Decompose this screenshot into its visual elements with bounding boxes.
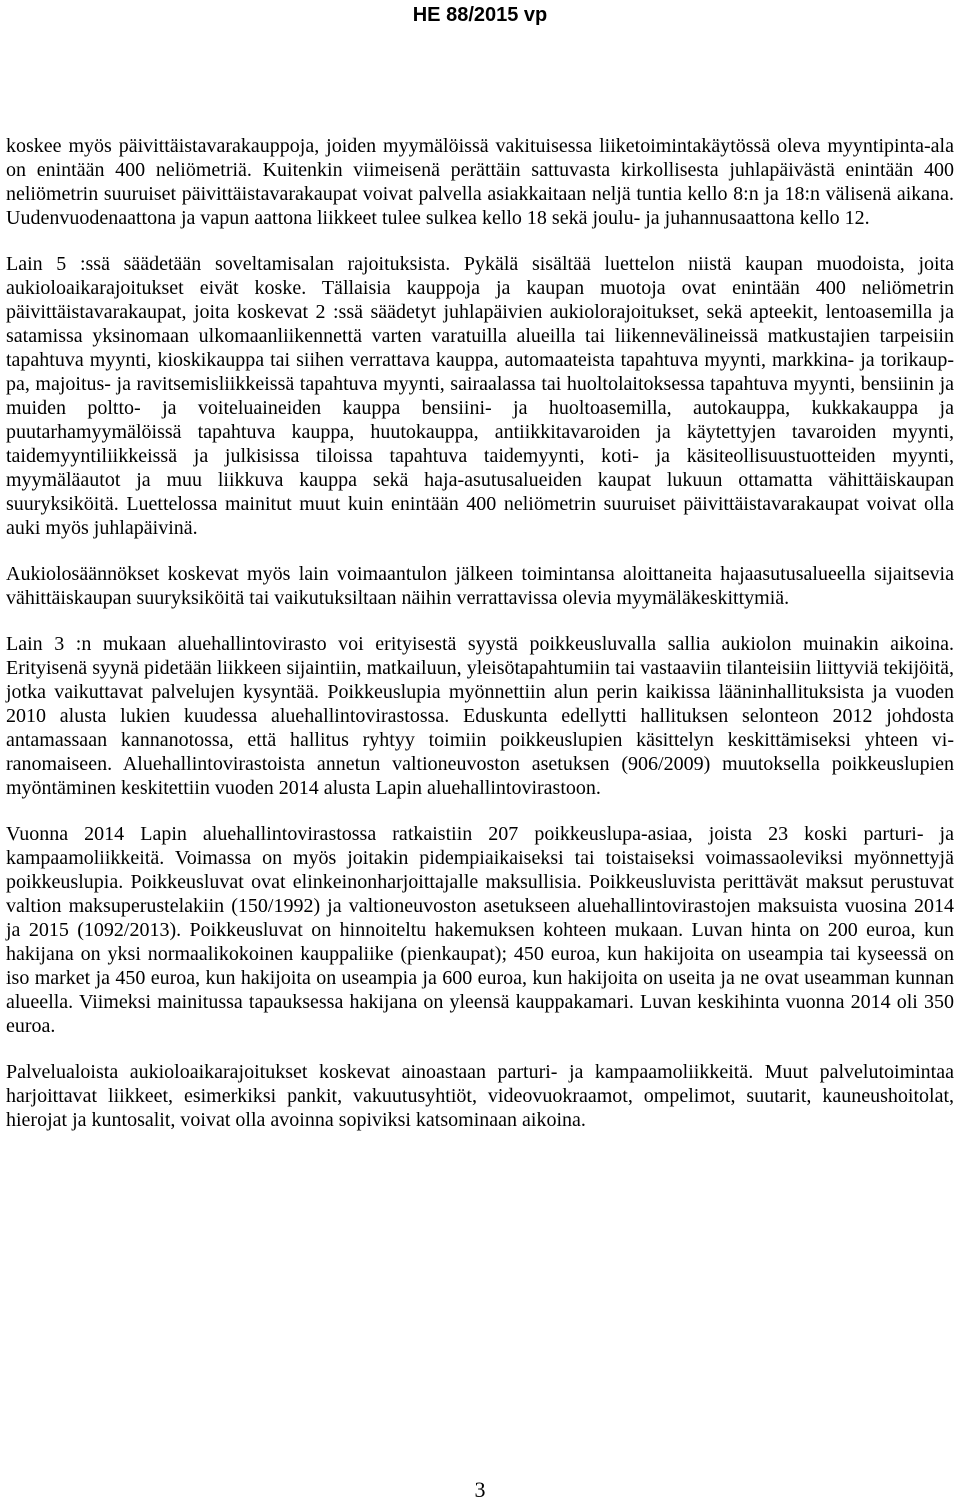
paragraph-opening-hours: koskee myös päivittäistavarakauppoja, joiden myymälöissä vakituisessa liiketoimintakäytössä oleva myyntipinta-ala on enintään 400 neliömetriä. Kuitenkin viimeisenä perättäin sattuvasta kirkollisesta juhlapäivästä enintään 400 neliömetrin suuruiset päivittäistavarakaupat voivat palvella asiakkaitaan neljä tuntia kello 8:n ja 18:n välisenä aikana. Uudenvuodenaattona ja vapun aattona liikkeet tulee sulkea kello 18 sekä joulu- ja juhannusaattona kello 12. (6, 135, 954, 229)
document-body (6, 134, 954, 1132)
paragraph-exception-permits: Lain 3 :n mukaan aluehallintovirasto voi erityisestä syystä poikkeusluvalla sallia aukiolon muinakin aikoina. Erityisenä syynä pidetään liikkeen sijaintiin, matkailuun, yleisötapahtumiin tai vastaaviin tilanteisiin liittyviä tekijöitä, jotka vaikuttavat palvelujen kysyntää. Poikkeuslupia myönnettiin alun perin kaikissa lääninhallituksista ja vuoden 2010 alusta lukien kuudessa aluehallintovirastossa. Eduskunta edellytti hallituksen selonteon 2012 johdosta antamassaan kannanotossa, että hallitus ryhtyy toimiin poikkeuslupien käsittelyn keskittämiseksi yhteen viranomaiseen. Aluehallintovirastoista annetun valtioneuvoston asetuksen (906/2009) muutoksella poikkeuslupien myöntäminen keskitettiin vuoden 2014 alusta Lapin aluehallintovirastoon. (6, 633, 954, 799)
paragraph-scope-restrictions: Lain 5 :ssä säädetään soveltamisalan rajoituksista. Pykälä sisältää luettelon niistä kaupan muodoista, joita aukioloaikarajoitukset eivät koske. Tällaisia kauppoja ja kaupan muotoja ovat enintään 400 neliömetrin päivittäistavarakaupat, joita koskevat 2 :ssä säädetyt juhlapäivien aukiolorajoitukset, sekä apteekit, lentoasemilla ja satamissa yksinomaan ulkomaanliikennettä varten varatuilla alueilla tai liikennevälineissä matkustajien tarpeisiin tapahtuva myynti, kioskikauppa tai siihen verrattava kauppa, automaateista tapahtuva myynti, markkina- ja torikauppa, majoitus- ja ravitsemisliikkeissä tapahtuva myynti, sairaalassa tai huoltolaitoksessa tapahtuva myynti, bensiinin ja muiden poltto- ja voiteluaineiden kauppa bensiini- ja huoltoasemilla, autokauppa, kukkakauppa ja puutarhamyymälöissä tapahtuva kauppa, huutokauppa, antiikkitavaroiden ja käytettyjen tavaroiden myynti, taidemyyntiliikkeissä ja julkisissa tiloissa tapahtuva taidemyynti, koti- ja käsiteollisuustuotteiden myynti, myymäläautot ja muu liikkuva kauppa sekä haja-asutusalueiden kaupat lukuun ottamatta vähittäiskaupan suuryksiköitä. Luettelossa mainitut muut kuin enintään 400 neliömetrin suuruiset päivittäistavarakaupat voivat olla auki myös juhlapäivinä. (6, 253, 954, 539)
paragraph-permit-statistics: Vuonna 2014 Lapin aluehallintovirastossa ratkaistiin 207 poikkeuslupa-asiaa, joista 23 koski parturi- ja kampaamoliikkeitä. Voimassa on myös joitakin pidempiaikaiseksi tai toistaiseksi voimassaoleviksi myönnettyjä poikkeuslupia. Poikkeusluvat ovat elinkeinonharjoittajalle maksullisia. Poikkeusluvista perittävät maksut perustuvat valtion maksuperustelakiin (150/1992) ja valtioneuvoston asetukseen aluehallintovirastojen maksuista vuosina 2014 ja 2015 (1092/2013). Poikkeusluvat on hinnoiteltu hakemuksen kohteen mukaan. Luvan hinta on 200 euroa, kun hakijana on yksi normaalikokoinen kauppaliike (pienkaupat); 450 euroa, kun hakijoita on useampia tai kyseessä on iso market ja 450 euroa, kun hakijoita on useampia ja 600 euroa, kun hakijoita on useita ja ne ovat useamman kunnan alueella. Viimeksi mainitussa tapauksessa hakijana on yleensä kauppakamari. Luvan keskihinta vuonna 2014 oli 350 euroa. (6, 823, 954, 1037)
page-number: 3 (474, 1477, 486, 1502)
paragraph-rural-retail-units: Aukiolosäännökset koskevat myös lain voimaantulon jälkeen toimintansa aloittaneita hajaasutusalueella sijaitsevia vähittäiskaupan suuryksiköitä tai vaikutuksiltaan näihin verrattavissa olevia myymäläkeskittymiä. (6, 563, 954, 609)
document-header: HE 88/2015 vp (412, 4, 548, 26)
paragraph-service-sector: Palvelualoista aukioloaikarajoitukset koskevat ainoastaan parturi- ja kampaamoliikkeitä. Muut palvelutoimintaa harjoittavat liikkeet, esimerkiksi pankit, vakuutusyhtiöt, videovuokraamot, ompelimot, suutarit, kauneushoitolat, hierojat ja kuntosalit, voivat olla avoinna sopiviksi katsominaan aikoina. (6, 1061, 954, 1131)
